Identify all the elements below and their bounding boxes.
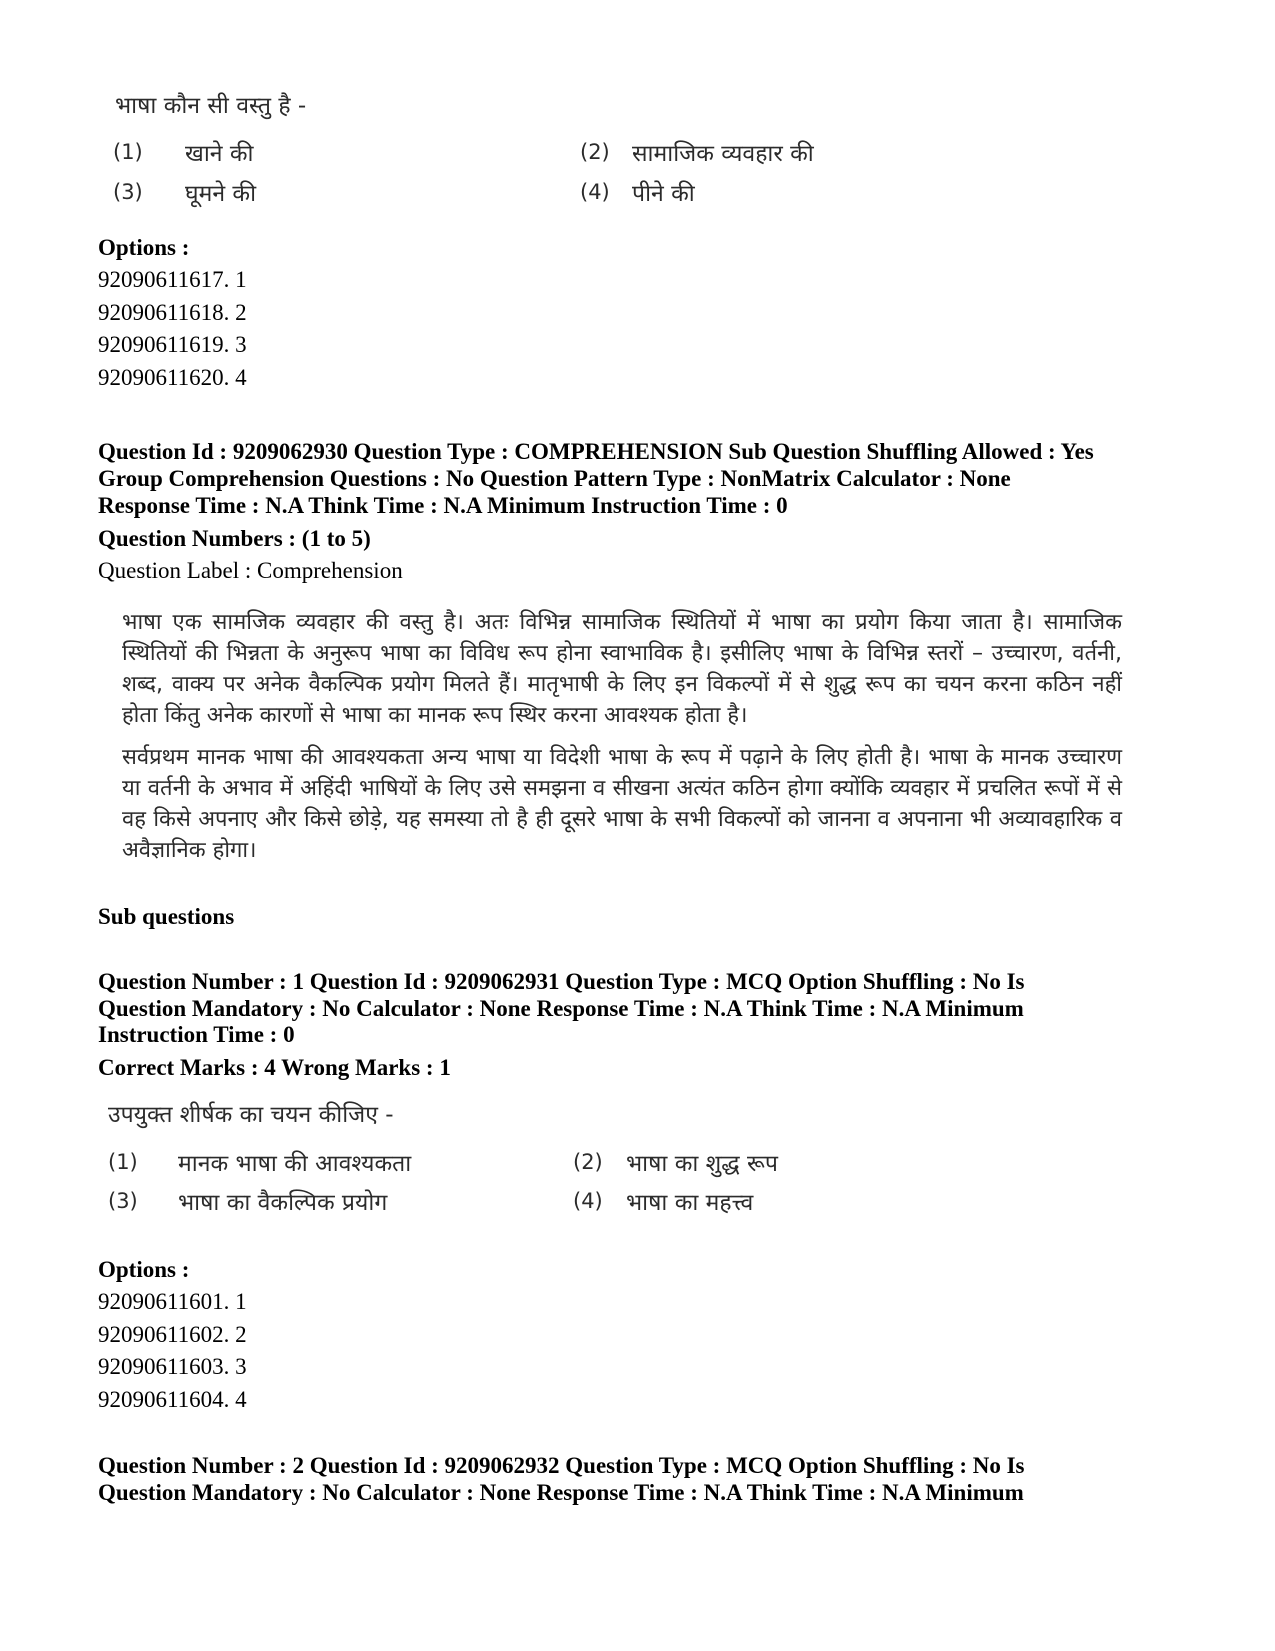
prev-choice-4-number: (4) xyxy=(580,180,610,204)
q1-choice-3-number: (3) xyxy=(108,1189,138,1213)
prev-option-4: 92090611620. 4 xyxy=(98,365,247,390)
prev-options-heading: Options : xyxy=(98,235,190,260)
prev-option-1: 92090611617. 1 xyxy=(98,267,247,292)
prev-choice-3-text: घूमने की xyxy=(185,181,257,207)
question-numbers: Question Numbers : (1 to 5) xyxy=(98,526,371,551)
q1-meta-line-3: Instruction Time : 0 xyxy=(98,1022,295,1047)
q1-choice-1-text: मानक भाषा की आवश्यकता xyxy=(178,1151,412,1177)
prev-choice-3-number: (3) xyxy=(113,180,143,204)
passage-paragraph-2: सर्वप्रथम मानक भाषा की आवश्यकता अन्य भाषा या विदेशी भाषा के रूप में पढ़ाने के लिए होती है। भाषा के मानक उच्चारण या वर्तनी के अभाव में अहिंदी भाषियों के लिए उसे समझना व सीखना अत्यंत कठिन होगा क्योंकि व्यवहार में प्रचलित रूपों में से वह किसे अपनाए और किसे छोड़े, यह समस्या तो है ही दूसरे भाषा के सभी विकल्पों को जानना व अपनाना भी अव्यावहारिक व अवैज्ञानिक होगा। xyxy=(122,745,1122,863)
comprehension-meta-line-1: Question Id : 9209062930 Question Type : COMPREHENSION Sub Question Shuffling Allowed : Yes xyxy=(98,439,1094,464)
q1-stem: उपयुक्त शीर्षक का चयन कीजिए - xyxy=(108,1102,394,1128)
prev-choice-1-number: (1) xyxy=(113,140,143,164)
passage-paragraph-1: भाषा एक सामजिक व्यवहार की वस्तु है। अतः विभिन्न सामाजिक स्थितियों में भाषा का प्रयोग किया जाता है। सामाजिक स्थितियों की भिन्नता के अनुरूप भाषा का विविध रूप होना स्वाभाविक है। इसीलिए भाषा के विभिन्न स्तरों – उच्चारण, वर्तनी, शब्द, वाक्य पर अनेक वैकल्पिक प्रयोग मिलते हैं। मातृभाषी के लिए इन विकल्पों में से शुद्ध रूप का चयन करना कठिन नहीं होता किंतु अनेक कारणों से भाषा का मानक रूप स्थिर करना आवश्यक होता है। xyxy=(122,610,1122,728)
prev-choice-2-text: सामाजिक व्यवहार की xyxy=(632,141,814,167)
q1-option-3: 92090611603. 3 xyxy=(98,1354,247,1379)
sub-questions-heading: Sub questions xyxy=(98,904,235,929)
q1-choice-2-text: भाषा का शुद्ध रूप xyxy=(626,1151,778,1177)
q1-choice-3-text: भाषा का वैकल्पिक प्रयोग xyxy=(178,1190,388,1216)
q1-meta-line-1: Question Number : 1 Question Id : 9209062931 Question Type : MCQ Option Shuffling : No Is xyxy=(98,969,1025,994)
prev-question-stem: भाषा कौन सी वस्तु है - xyxy=(115,93,307,119)
question-label: Question Label : Comprehension xyxy=(98,558,403,583)
prev-choice-2-number: (2) xyxy=(580,140,610,164)
q1-option-4: 92090611604. 4 xyxy=(98,1387,247,1412)
prev-choice-1-text: खाने की xyxy=(185,141,254,167)
q2-meta-line-2: Question Mandatory : No Calculator : None Response Time : N.A Think Time : N.A Minimum xyxy=(98,1480,1024,1505)
q1-choice-2-number: (2) xyxy=(573,1150,603,1174)
q2-meta-line-1: Question Number : 2 Question Id : 9209062932 Question Type : MCQ Option Shuffling : No Is xyxy=(98,1453,1025,1478)
comprehension-meta-line-2: Group Comprehension Questions : No Question Pattern Type : NonMatrix Calculator : None xyxy=(98,466,1011,491)
q1-choice-4-text: भाषा का महत्त्व xyxy=(626,1190,754,1216)
q1-choice-4-number: (4) xyxy=(573,1189,603,1213)
q1-choice-1-number: (1) xyxy=(108,1150,138,1174)
q1-option-1: 92090611601. 1 xyxy=(98,1289,247,1314)
q1-option-2: 92090611602. 2 xyxy=(98,1322,247,1347)
q1-meta-line-2: Question Mandatory : No Calculator : None Response Time : N.A Think Time : N.A Minimum xyxy=(98,996,1024,1021)
prev-option-3: 92090611619. 3 xyxy=(98,332,247,357)
q1-marks: Correct Marks : 4 Wrong Marks : 1 xyxy=(98,1055,451,1080)
q1-options-heading: Options : xyxy=(98,1257,190,1282)
prev-choice-4-text: पीने की xyxy=(632,181,695,207)
comprehension-meta-line-3: Response Time : N.A Think Time : N.A Minimum Instruction Time : 0 xyxy=(98,493,788,518)
prev-option-2: 92090611618. 2 xyxy=(98,300,247,325)
